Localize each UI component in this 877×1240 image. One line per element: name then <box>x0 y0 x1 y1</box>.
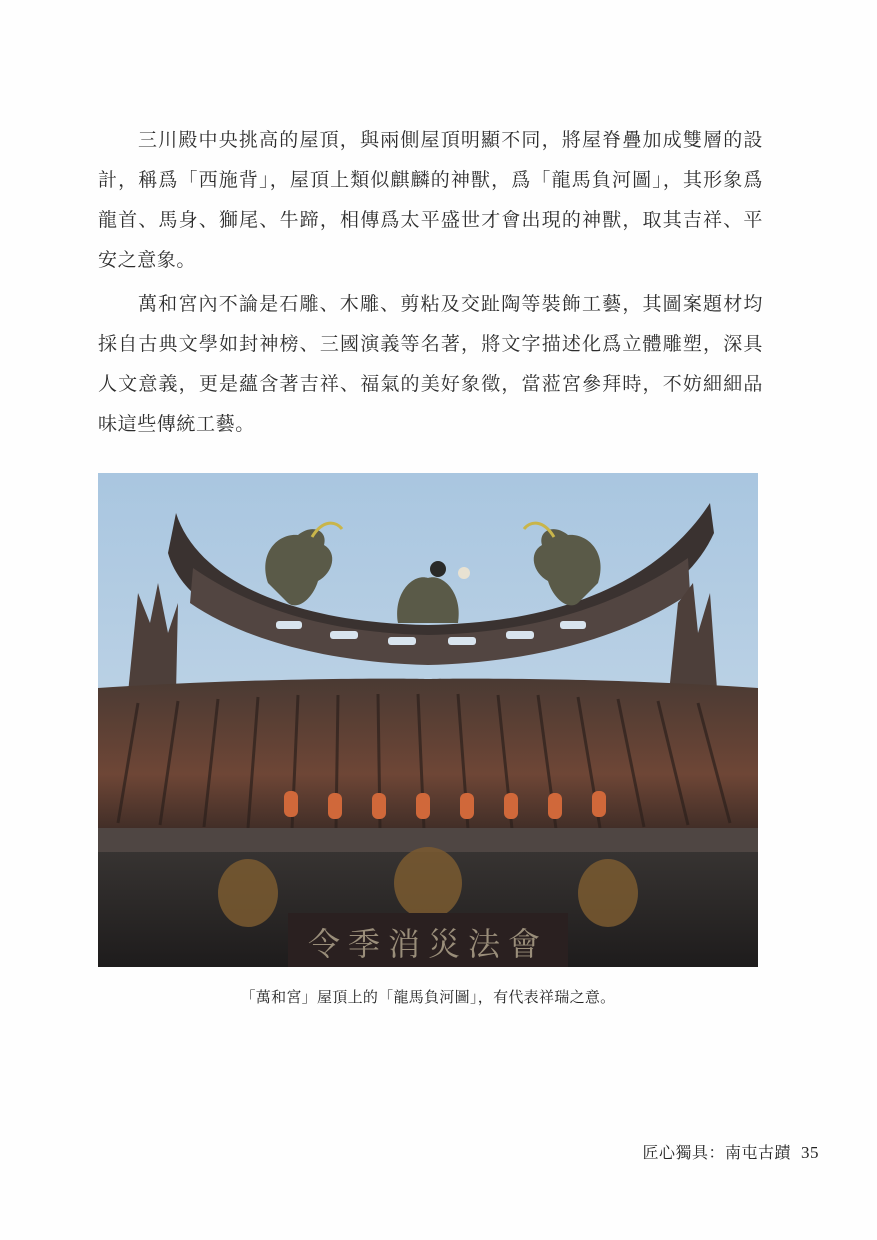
body-text <box>98 120 763 444</box>
paragraph-decorative-arts: 萬和宮內不論是石雕、木雕、剪粘及交趾陶等裝飾工藝，其圖案題材均採自古典文學如封神榜、三國演義等名著，將文字描述化爲立體雕塑，深具人文意義，更是蘊含著吉祥、福氣的美好象徵，當蒞宮參拜時，不妨細細品味這些傳統工藝。 <box>98 293 763 435</box>
book-title: 匠心獨具：南屯古蹟 <box>642 1143 791 1162</box>
paragraph-roof-design: 三川殿中央挑高的屋頂，與兩側屋頂明顯不同，將屋脊疊加成雙層的設計，稱爲「西施背」，屋頂上類似麒麟的神獸，爲「龍馬負河圖」，其形象爲龍首、馬身、獅尾、牛蹄，相傳爲太平盛世才會出現的神獸，取其吉祥、平安之意象。 <box>98 129 763 271</box>
page-footer <box>642 1140 819 1163</box>
photo-caption: 「萬和宮」屋頂上的「龍馬負河圖」，有代表祥瑞之意。 <box>240 988 616 1006</box>
signboard-text: 令季消災法會 <box>307 925 549 963</box>
page-number: 35 <box>801 1143 819 1162</box>
temple-roof-photo <box>98 473 758 967</box>
